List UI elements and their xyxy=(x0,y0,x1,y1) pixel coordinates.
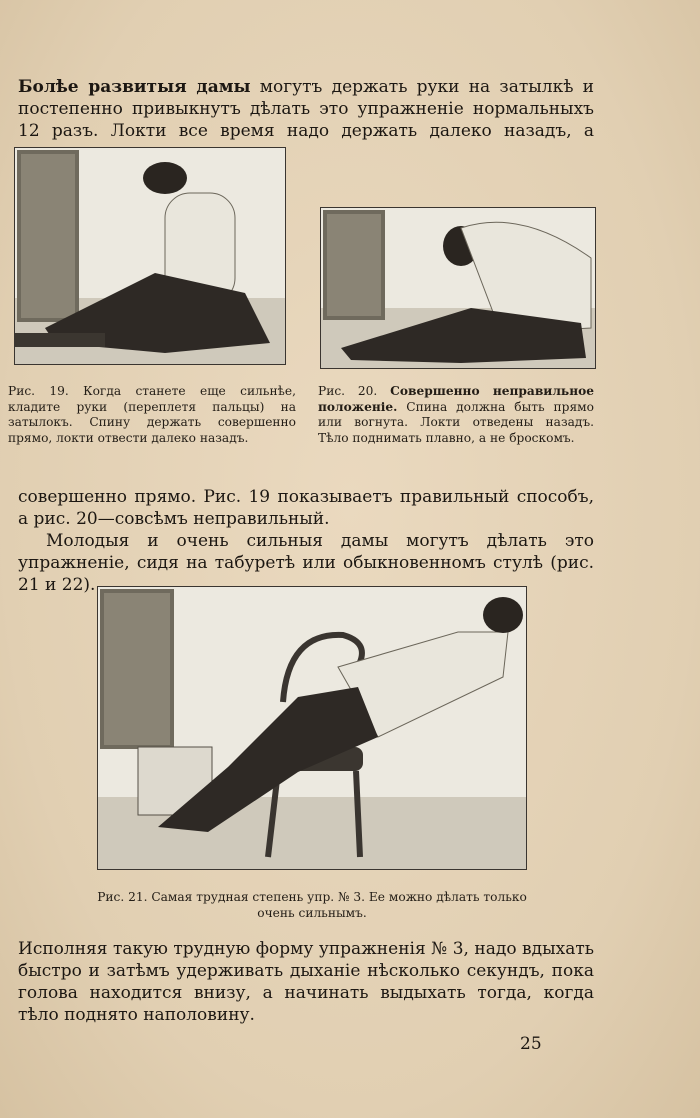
figure-20-caption xyxy=(318,384,594,446)
paragraph-2-line-2: Молодыя и очень сильныя дамы могутъ дѣлать это упражненіе, сидя на табуретѣ или обыкновенномъ стулѣ (рис. 21 и 22). xyxy=(18,531,594,595)
figure-20-photo xyxy=(320,207,596,369)
figure-20-caption-prefix: Рис. 20. xyxy=(318,384,391,398)
figure-20-caption-rest: Спина должна быть прямо или вогнута. Локти отведены назадъ. Тѣло поднимать плавно, а не броскомъ. xyxy=(318,399,594,445)
page-number: 25 xyxy=(520,1034,542,1054)
figure-20-illustration xyxy=(321,208,595,368)
paragraph-2 xyxy=(18,486,594,596)
paragraph-1-text: могутъ держать руки на затылкѣ и постепенно привыкнутъ дѣлать это упражненіе нормальныхъ 12 разъ. Локти все время надо держать далеко назадъ, а xyxy=(18,77,594,141)
figure-21-illustration xyxy=(98,587,526,869)
figure-19-photo xyxy=(14,147,286,365)
paragraph-1-lead: Болѣе развитыя дамы xyxy=(18,77,251,97)
paragraph-2-line-1: совершенно прямо. Рис. 19 показываетъ правильный способъ, а рис. 20—совсѣмъ неправильный. xyxy=(18,487,594,529)
figure-20-caption-bold: Совершенно неправильное положеніе. xyxy=(318,384,595,414)
figure-21-photo xyxy=(97,586,527,870)
paragraph-3: Исполняя такую трудную форму упражненія № 3, надо вдыхать быстро и затѣмъ удерживать дыханіе нѣсколько секундъ, пока голова находится внизу, а начинать выдыхать тогда, когда тѣло поднято наполовину. xyxy=(18,939,594,1025)
figure-21-caption: Рис. 21. Самая трудная степень упр. № 3. Ее можно дѣлать только очень сильнымъ. xyxy=(97,890,527,920)
figure-19-caption: Рис. 19. Когда станете еще сильнѣе, кладите руки (переплетя пальцы) на затылокъ. Спину держать совершенно прямо, локти отвести далеко назадъ. xyxy=(8,384,296,445)
figure-19-illustration xyxy=(15,148,285,364)
